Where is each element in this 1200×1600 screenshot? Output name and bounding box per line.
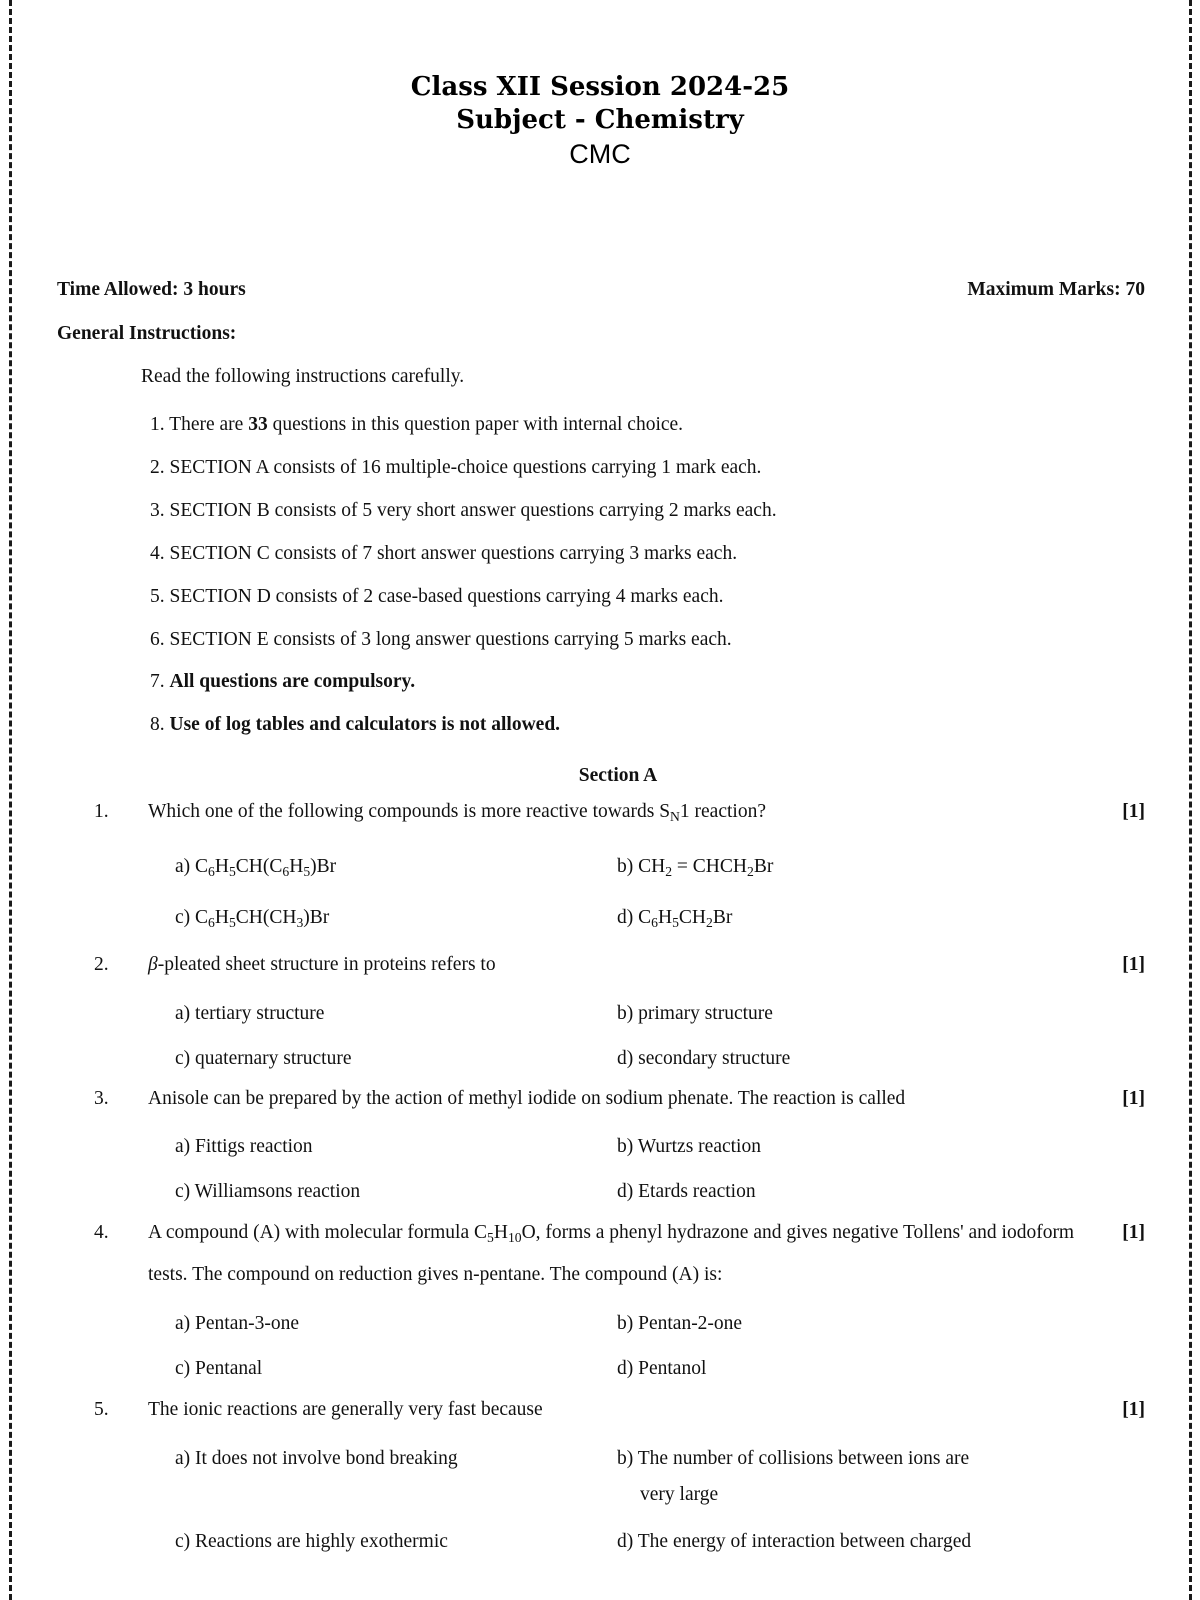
option-b-line-2: very large bbox=[640, 1484, 719, 1505]
option-c[interactable]: c) quaternary structure bbox=[175, 1048, 352, 1069]
question-number: 1. bbox=[94, 801, 109, 822]
instruction-item bbox=[150, 413, 683, 437]
subscript: 5 bbox=[228, 864, 236, 879]
subscript: 2 bbox=[746, 864, 754, 879]
formula-part: C bbox=[638, 907, 652, 928]
question-mark: [1] bbox=[1122, 1088, 1145, 1109]
subscript: 2 bbox=[665, 864, 673, 879]
instruction-text: SECTION C consists of 7 short answer questions carrying 3 marks each. bbox=[169, 543, 738, 564]
question-text bbox=[148, 791, 1078, 833]
formula-part: )Br bbox=[303, 907, 330, 928]
subscript: 3 bbox=[296, 915, 304, 930]
question-number: 4. bbox=[94, 1222, 109, 1243]
option-a[interactable]: a) tertiary structure bbox=[175, 1003, 325, 1024]
question-text bbox=[148, 944, 1078, 986]
question-number: 5. bbox=[94, 1399, 109, 1420]
beta-symbol: β bbox=[148, 954, 158, 975]
question-text-part: H bbox=[493, 1222, 508, 1243]
question-text-part: Which one of the following compounds is more reactive towards S bbox=[148, 801, 671, 822]
option-label: d) bbox=[617, 907, 639, 928]
instruction-item bbox=[150, 628, 732, 652]
paper-title: Class XII Session 2024-25 bbox=[410, 72, 790, 102]
option-a[interactable]: a) Pentan-3-one bbox=[175, 1313, 299, 1334]
left-dashed-border bbox=[9, 0, 12, 1600]
general-instructions-heading: General Instructions: bbox=[57, 323, 237, 344]
instruction-text: SECTION E consists of 3 long answer questions carrying 5 marks each. bbox=[169, 629, 732, 650]
formula-part: CH bbox=[638, 856, 666, 877]
formula-part: H bbox=[214, 856, 229, 877]
option-d[interactable]: d) Pentanol bbox=[617, 1358, 707, 1379]
question-mark: [1] bbox=[1122, 1222, 1145, 1243]
subscript: 6 bbox=[651, 915, 658, 930]
instruction-item bbox=[150, 456, 761, 480]
formula-part: CH bbox=[678, 907, 706, 928]
question-text-part: -pleated sheet structure in proteins refers to bbox=[157, 954, 496, 975]
option-b[interactable] bbox=[617, 1447, 969, 1507]
subscript: 5 bbox=[303, 864, 311, 879]
instruction-bold: Use of log tables and calculators is not allowed. bbox=[169, 714, 561, 735]
instruction-number: 5. bbox=[150, 586, 165, 607]
instruction-text: SECTION D consists of 2 case-based questions carrying 4 marks each. bbox=[169, 586, 724, 607]
subscript: 5 bbox=[672, 915, 679, 930]
subscript: 6 bbox=[208, 864, 215, 879]
instruction-number: 6. bbox=[150, 629, 165, 650]
question-text: The ionic reactions are generally very fast because bbox=[148, 1399, 543, 1420]
subscript: 5 bbox=[487, 1230, 494, 1245]
option-c[interactable]: c) Williamsons reaction bbox=[175, 1181, 361, 1202]
question-mark: [1] bbox=[1122, 801, 1145, 822]
paper-subject: Subject - Chemistry bbox=[456, 105, 744, 135]
formula-part: )Br bbox=[310, 856, 337, 877]
option-b[interactable]: b) primary structure bbox=[617, 1003, 773, 1024]
formula-part: CH(CH bbox=[235, 907, 297, 928]
instruction-item bbox=[150, 713, 560, 737]
paper-code: CMC bbox=[569, 139, 631, 169]
question-number: 3. bbox=[94, 1088, 109, 1109]
option-d[interactable]: d) secondary structure bbox=[617, 1048, 791, 1069]
instruction-item bbox=[150, 585, 724, 609]
question-text bbox=[148, 1212, 1078, 1296]
question-mark: [1] bbox=[1122, 1399, 1145, 1420]
section-a-heading: Section A bbox=[578, 765, 658, 786]
instruction-bold: All questions are compulsory. bbox=[169, 671, 416, 692]
instruction-bold: 33 bbox=[248, 414, 268, 435]
instruction-item bbox=[150, 542, 737, 566]
instruction-number: 1. bbox=[150, 414, 165, 435]
subscript: N bbox=[670, 809, 680, 824]
instruction-number: 2. bbox=[150, 457, 165, 478]
formula-part: C bbox=[195, 907, 209, 928]
option-a[interactable]: a) Fittigs reaction bbox=[175, 1136, 313, 1157]
instruction-text: SECTION A consists of 16 multiple-choice questions carrying 1 mark each. bbox=[169, 457, 762, 478]
instructions-intro: Read the following instructions carefully. bbox=[141, 366, 465, 387]
question-text-part: A compound (A) with molecular formula C bbox=[148, 1222, 488, 1243]
subscript: 5 bbox=[228, 915, 236, 930]
right-dashed-border bbox=[1189, 0, 1192, 1600]
subscript: 10 bbox=[507, 1230, 522, 1245]
formula-part: H bbox=[657, 907, 673, 928]
instruction-number: 8. bbox=[150, 714, 165, 735]
option-d[interactable] bbox=[617, 906, 732, 930]
formula-part: = CHCH bbox=[672, 856, 747, 877]
option-d[interactable]: d) The energy of interaction between charged bbox=[617, 1531, 972, 1552]
formula-part: CH(C bbox=[235, 856, 283, 877]
option-label: a) bbox=[175, 856, 196, 877]
option-d[interactable]: d) Etards reaction bbox=[617, 1181, 756, 1202]
option-a[interactable] bbox=[175, 855, 336, 879]
subscript: 6 bbox=[208, 915, 215, 930]
question-text-part: O, forms a phenyl hydrazone and gives negative Tollens' and iodoform tests. The compound on reduction gives n-pentane. The compound (A) is: bbox=[148, 1222, 1075, 1285]
instruction-text: SECTION B consists of 5 very short answer questions carrying 2 marks each. bbox=[169, 500, 777, 521]
instruction-number: 3. bbox=[150, 500, 165, 521]
option-label: c) bbox=[175, 907, 196, 928]
formula-part: H bbox=[214, 907, 229, 928]
formula-part: Br bbox=[712, 907, 733, 928]
option-b[interactable] bbox=[617, 855, 773, 879]
option-c[interactable]: c) Pentanal bbox=[175, 1358, 263, 1379]
instruction-item bbox=[150, 670, 415, 694]
time-allowed: Time Allowed: 3 hours bbox=[57, 279, 246, 300]
option-label: b) bbox=[617, 856, 639, 877]
option-c[interactable]: c) Reactions are highly exothermic bbox=[175, 1531, 448, 1552]
instruction-number: 4. bbox=[150, 543, 165, 564]
question-text-part: 1 reaction? bbox=[679, 801, 766, 822]
subscript: 2 bbox=[705, 915, 713, 930]
instruction-number: 7. bbox=[150, 671, 165, 692]
question-mark: [1] bbox=[1122, 954, 1145, 975]
instruction-text: There are bbox=[169, 414, 249, 435]
formula-part: C bbox=[195, 856, 209, 877]
instruction-item bbox=[150, 499, 777, 523]
question-text: Anisole can be prepared by the action of methyl iodide on sodium phenate. The reaction is called bbox=[148, 1088, 906, 1109]
option-a[interactable]: a) It does not involve bond breaking bbox=[175, 1448, 458, 1469]
formula-part: Br bbox=[753, 856, 774, 877]
formula-part: H bbox=[289, 856, 304, 877]
option-b[interactable]: b) Wurtzs reaction bbox=[617, 1136, 761, 1157]
option-b-line-1: b) The number of collisions between ions are bbox=[617, 1448, 970, 1469]
question-number: 2. bbox=[94, 954, 109, 975]
subscript: 6 bbox=[282, 864, 290, 879]
maximum-marks: Maximum Marks: 70 bbox=[967, 279, 1145, 300]
option-b[interactable]: b) Pentan-2-one bbox=[617, 1313, 743, 1334]
option-c[interactable] bbox=[175, 906, 329, 930]
instruction-text: questions in this question paper with internal choice. bbox=[267, 414, 684, 435]
